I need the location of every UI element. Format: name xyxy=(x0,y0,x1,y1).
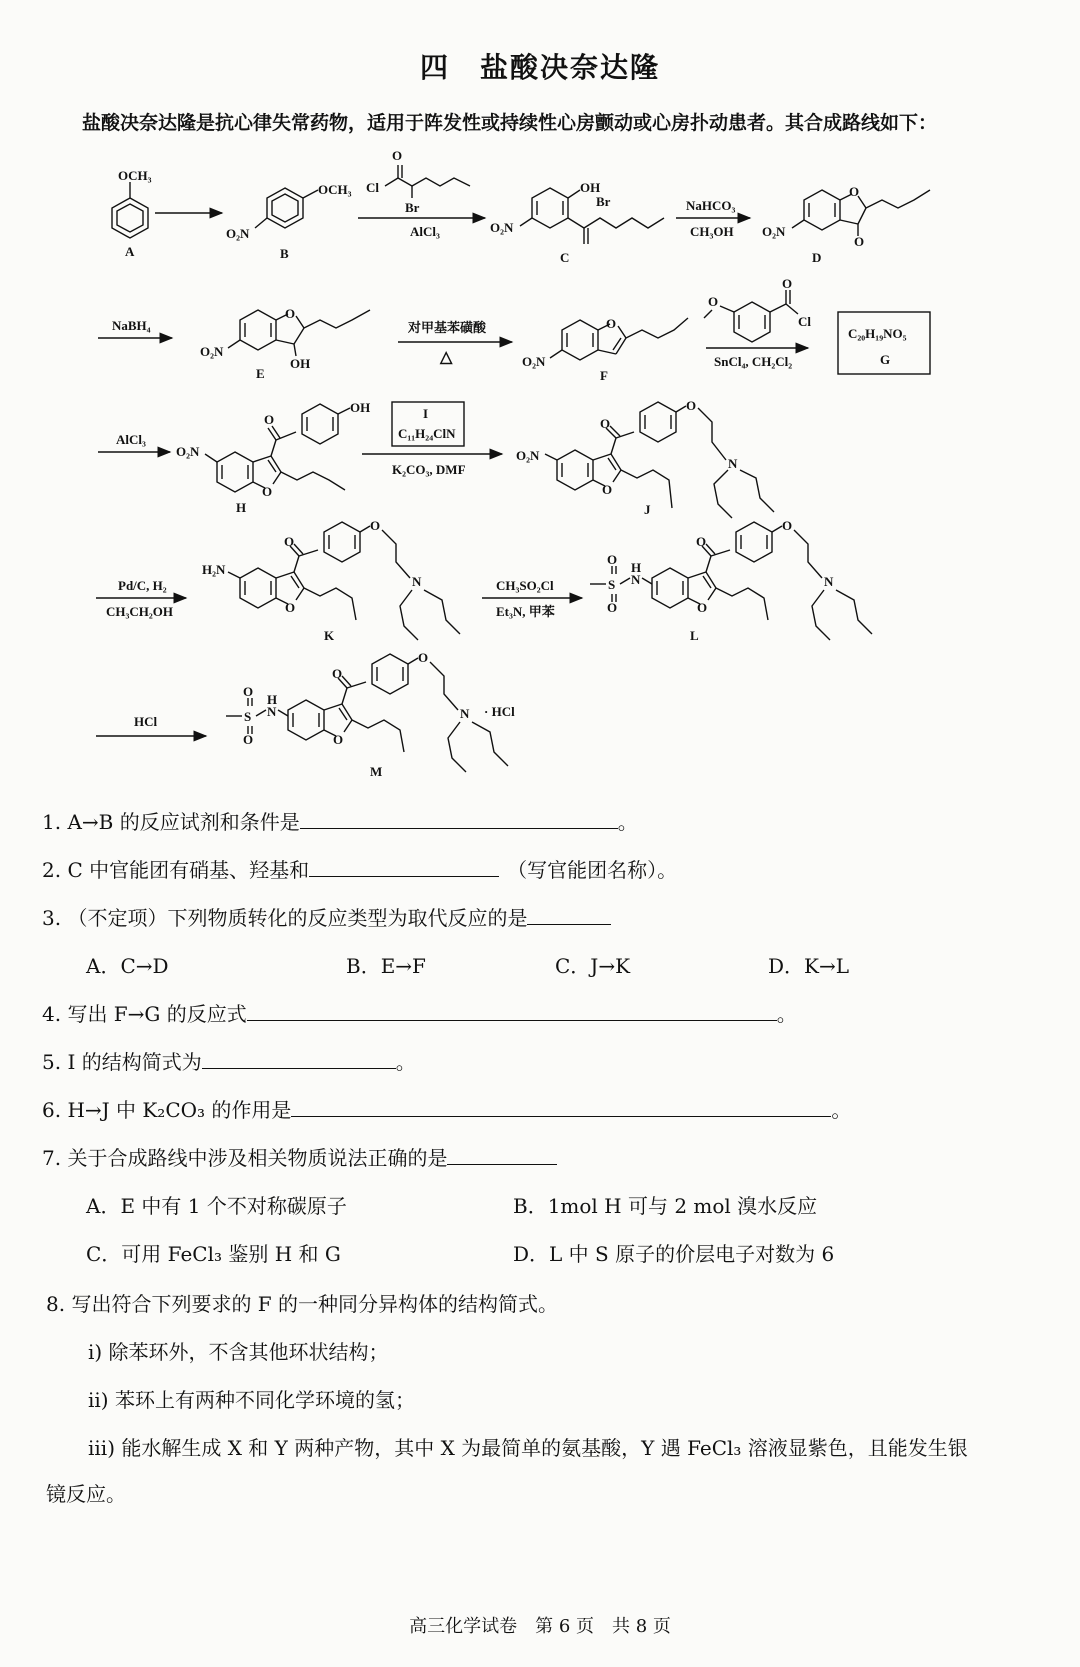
question-1 xyxy=(42,806,638,835)
reagent-kl-top: CH₃SO₂Cl xyxy=(496,578,554,593)
answer-blank-3[interactable] xyxy=(527,906,611,925)
compound-b-structure xyxy=(255,188,318,228)
h-oh-label: OH xyxy=(350,400,371,415)
question-3-option-c: C．J→K xyxy=(555,954,631,978)
l-carbonyl-o-label: O xyxy=(696,534,707,549)
j-ether-o-label: O xyxy=(686,398,697,413)
reagent-de-top: NaBH₄ xyxy=(112,318,151,333)
question-3-text: 3. （不定项）下列物质转化的反应类型为取代反应的是 xyxy=(42,906,528,930)
j-ring-o-label: O xyxy=(602,482,613,497)
reagent-cl2-label: Cl xyxy=(798,314,811,329)
question-5-text: 5. I 的结构简式为 xyxy=(42,1050,202,1074)
e-ring-o-label: O xyxy=(285,306,296,321)
m-so-o2-label: O xyxy=(243,732,254,747)
compound-f-structure xyxy=(550,318,688,360)
reagent-kl-bottom: Et₃N, 甲苯 xyxy=(496,604,555,619)
k-n-label: N xyxy=(412,574,422,589)
question-4 xyxy=(42,998,797,1027)
c-br-label: Br xyxy=(596,194,611,209)
b-och3-label: OCH₃ xyxy=(318,182,352,197)
question-7 xyxy=(42,1142,557,1171)
question-6 xyxy=(42,1094,851,1123)
question-5-end: 。 xyxy=(395,1050,416,1074)
answer-blank-5[interactable] xyxy=(202,1050,396,1069)
g-formula: C₂₀H₁₉NO₅ xyxy=(848,326,907,341)
m-s-label: S xyxy=(244,709,252,724)
reagent-ef-top: 对甲基苯磺酸 xyxy=(408,320,487,335)
reagent-cd-bottom: CH₃OH xyxy=(690,224,734,239)
label-compound-i: I xyxy=(423,406,429,421)
l-ether-o-label: O xyxy=(782,518,793,533)
l-so-o1-label: O xyxy=(607,552,618,567)
d-o2n-label: O₂N xyxy=(762,224,786,239)
question-7-option-c: C．可用 FeCl₃ 鉴别 H 和 G xyxy=(86,1242,341,1266)
answer-blank-2[interactable] xyxy=(309,858,499,877)
reagent-methoxy-o-label: O xyxy=(708,294,719,309)
j-carbonyl-o-label: O xyxy=(600,416,611,431)
question-3-option-d: D．K→L xyxy=(768,954,850,978)
answer-blank-1[interactable] xyxy=(300,810,618,829)
label-compound-k: K xyxy=(324,628,335,643)
question-8-condition-2: ii) 苯环上有两种不同化学环境的氢； xyxy=(88,1388,415,1412)
reagent-fg-bottom: SnCl₄, CH₂Cl₂ xyxy=(714,354,793,369)
m-ether-o-label: O xyxy=(418,650,429,665)
question-6-text: 6. H→J 中 K₂CO₃ 的作用是 xyxy=(42,1098,292,1122)
question-2-text: 2. C 中官能团有硝基、羟基和 xyxy=(42,858,310,882)
d-ring-o-label: O xyxy=(849,184,860,199)
question-7-option-d: D．L 中 S 原子的价层电子对数为 6 xyxy=(513,1242,835,1266)
m-so-o1-label: O xyxy=(243,684,254,699)
compound-e-structure xyxy=(228,310,370,356)
j-o2n-label: O₂N xyxy=(516,448,540,463)
label-compound-j: J xyxy=(644,502,651,517)
reagent-hj-bottom: K₂CO₃, DMF xyxy=(392,462,466,477)
l-ring-o-label: O xyxy=(697,600,708,615)
question-8-continuation: 镜反应。 xyxy=(46,1482,126,1506)
footer-exam-name: 高三化学试卷 xyxy=(409,1616,518,1637)
h-ring-o-label: O xyxy=(262,484,273,499)
question-4-end: 。 xyxy=(776,1002,797,1026)
compound-k-structure xyxy=(228,522,460,640)
m-nh-h-label: H xyxy=(267,692,278,707)
label-compound-l: L xyxy=(690,628,699,643)
reagent-lm-top: HCl xyxy=(134,714,158,729)
k-ether-o-label: O xyxy=(370,518,381,533)
l-n-label: N xyxy=(824,574,834,589)
f-ring-o-label: O xyxy=(606,316,617,331)
compound-c-structure xyxy=(520,188,664,244)
label-compound-d: D xyxy=(812,250,822,265)
question-6-end: 。 xyxy=(831,1098,852,1122)
a-och3-label: OCH₃ xyxy=(118,168,152,183)
i-formula: C₁₁H₂₄ClN xyxy=(398,426,456,441)
l-s-label: S xyxy=(608,577,616,592)
reagent-gh-top: AlCl₃ xyxy=(116,432,146,447)
footer-total-pages: 共 8 页 xyxy=(612,1616,671,1637)
k-carbonyl-o-label: O xyxy=(284,534,295,549)
reagent-ef-bottom: △ xyxy=(440,349,453,366)
e-oh-label: OH xyxy=(290,356,311,371)
c-o2n-label: O₂N xyxy=(490,220,514,235)
answer-blank-4[interactable] xyxy=(247,1002,777,1021)
question-5 xyxy=(42,1046,416,1075)
label-compound-h: H xyxy=(236,500,247,515)
compound-j-structure xyxy=(545,402,774,518)
page-footer xyxy=(0,1612,1080,1638)
k-h2n-label: H₂N xyxy=(202,562,226,577)
m-ring-o-label: O xyxy=(333,732,344,747)
answer-blank-6[interactable] xyxy=(291,1098,831,1117)
answer-blank-7[interactable] xyxy=(447,1146,557,1165)
compound-a-structure xyxy=(112,182,148,238)
question-1-end: 。 xyxy=(617,810,638,834)
m-carbonyl-o-label: O xyxy=(332,666,343,681)
reagent-o-label: O xyxy=(392,150,403,163)
b-o2n-label: O₂N xyxy=(226,226,250,241)
label-compound-a: A xyxy=(125,244,135,259)
h-carbonyl-o-label: O xyxy=(264,412,275,427)
k-ring-o-label: O xyxy=(285,600,296,615)
synthesis-scheme xyxy=(0,150,1080,790)
label-compound-g: G xyxy=(880,352,891,367)
j-n-label: N xyxy=(728,456,738,471)
acyl-chloride-reagent-structure xyxy=(385,165,470,198)
page-title: 四 盐酸决奈达隆 xyxy=(419,51,660,84)
label-compound-b: B xyxy=(280,246,289,261)
label-compound-c: C xyxy=(560,250,570,265)
question-7-text: 7. 关于合成路线中涉及相关物质说法正确的是 xyxy=(42,1146,448,1170)
m-nh-n-label: N xyxy=(267,704,277,719)
l-so-o2-label: O xyxy=(607,600,618,615)
question-8-condition-3: iii) 能水解生成 X 和 Y 两种产物，其中 X 为最简单的氨基酸，Y 遇 FeCl₃ 溶液显紫色，且能发生银 xyxy=(88,1436,968,1460)
h-o2n-label: O₂N xyxy=(176,444,200,459)
label-compound-f: F xyxy=(600,368,608,383)
reagent-carbonyl-o-label: O xyxy=(782,276,793,291)
reagent-cl-label: Cl xyxy=(366,180,379,195)
f-o2n-label: O₂N xyxy=(522,354,546,369)
reagent-cd-top: NaHCO₃ xyxy=(686,198,736,213)
question-3-option-a: A．C→D xyxy=(86,954,169,978)
question-8-condition-1: i) 除苯环外，不含其他环状结构； xyxy=(88,1340,389,1364)
label-compound-e: E xyxy=(256,366,265,381)
label-compound-m: M xyxy=(370,764,383,779)
question-7-option-b: B．1mol H 可与 2 mol 溴水反应 xyxy=(513,1194,818,1218)
m-hcl-label: · HCl xyxy=(484,704,515,719)
l-nh-n-label: N xyxy=(631,572,641,587)
question-7-option-a: A．E 中有 1 个不对称碳原子 xyxy=(86,1194,347,1218)
e-o2n-label: O₂N xyxy=(200,344,224,359)
question-2-end: （写官能团名称）。 xyxy=(507,858,678,882)
footer-page-number: 第 6 页 xyxy=(535,1616,594,1637)
question-3-option-b: B．E→F xyxy=(346,954,426,978)
question-3 xyxy=(42,902,611,931)
reagent-bc-bottom: AlCl₃ xyxy=(410,224,440,239)
reagent-jk-top: Pd/C, H₂ xyxy=(118,578,167,593)
compound-h-structure xyxy=(205,404,350,492)
compound-d-structure xyxy=(792,190,930,236)
question-4-text: 4. 写出 F→G 的反应式 xyxy=(42,1002,247,1026)
question-8-text: 8. 写出符合下列要求的 F 的一种同分异构体的结构简式。 xyxy=(46,1292,559,1316)
l-nh-h-label: H xyxy=(631,560,642,575)
reagent-br-label: Br xyxy=(405,200,420,215)
m-n-label: N xyxy=(460,706,470,721)
reagent-jk-bottom: CH₃CH₂OH xyxy=(106,604,174,619)
intro-text: 盐酸决奈达隆是抗心律失常药物，适用于阵发性或持续性心房颤动或心房扑动患者。其合成路线如下： xyxy=(82,112,938,134)
question-1-text: 1. A→B 的反应试剂和条件是 xyxy=(42,810,300,834)
c-oh-label: OH xyxy=(580,180,601,195)
d-ketone-o-label: O xyxy=(854,234,865,249)
question-2 xyxy=(42,854,677,883)
